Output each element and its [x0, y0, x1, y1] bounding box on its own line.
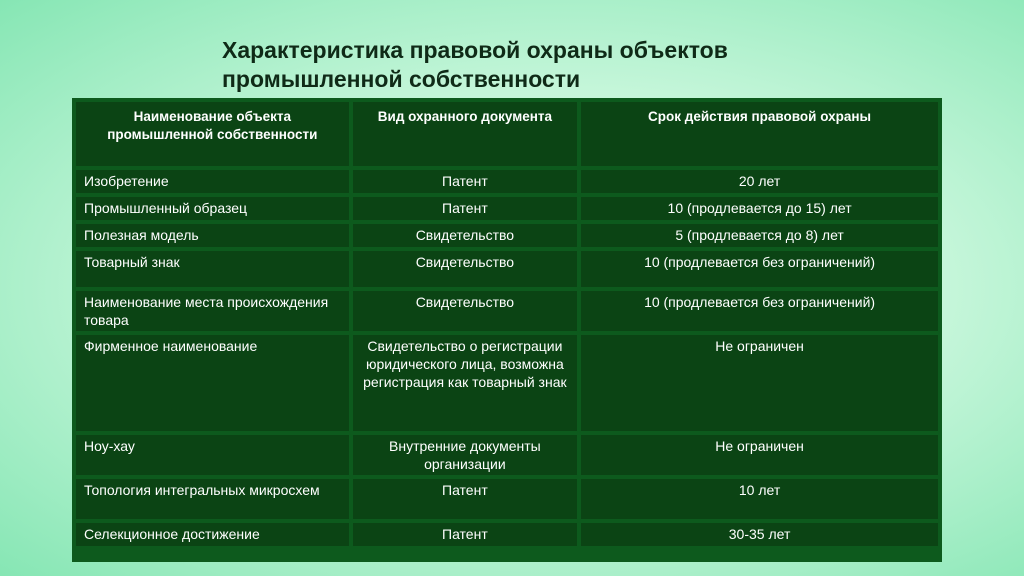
cell-document: Свидетельство о регистрации юридического лица, возможна регистрация как товарный знак [353, 335, 578, 431]
cell-object: Изобретение [76, 170, 349, 193]
table-row [76, 251, 938, 287]
cell-term: 10 (продлевается до 15) лет [581, 197, 938, 220]
cell-term: 30-35 лет [581, 523, 938, 546]
cell-term: Не ограничен [581, 435, 938, 475]
table-row [76, 170, 938, 193]
cell-object: Топология интегральных микросхем [76, 479, 349, 519]
cell-object: Фирменное наименование [76, 335, 349, 431]
cell-term: 20 лет [581, 170, 938, 193]
table-row [76, 523, 938, 546]
cell-object: Селекционное достижение [76, 523, 349, 546]
header-document-type: Вид охранного документа [353, 102, 578, 166]
cell-document: Внутренние документы организации [353, 435, 578, 475]
cell-object: Полезная модель [76, 224, 349, 247]
slide-title-line-2: промышленной собственности [222, 66, 581, 92]
table-row [76, 435, 938, 475]
cell-term: 10 (продлевается без ограничений) [581, 291, 938, 331]
cell-object: Товарный знак [76, 251, 349, 287]
cell-document: Патент [353, 479, 578, 519]
slide-title [222, 36, 728, 94]
cell-document: Свидетельство [353, 224, 578, 247]
table-row [76, 224, 938, 247]
cell-term: Не ограничен [581, 335, 938, 431]
table-row [76, 335, 938, 431]
cell-document: Свидетельство [353, 291, 578, 331]
cell-object: Наименование места происхождения товара [76, 291, 349, 331]
cell-term: 10 (продлевается без ограничений) [581, 251, 938, 287]
table-header-row [76, 102, 938, 166]
cell-term: 10 лет [581, 479, 938, 519]
table-row [76, 291, 938, 331]
slide-title-line-1: Характеристика правовой охраны объектов [222, 37, 728, 63]
cell-term: 5 (продлевается до 8) лет [581, 224, 938, 247]
ip-protection-table [72, 98, 942, 562]
header-protection-term: Срок действия правовой охраны [581, 102, 938, 166]
cell-document: Патент [353, 197, 578, 220]
cell-document: Свидетельство [353, 251, 578, 287]
cell-object: Ноу-хау [76, 435, 349, 475]
cell-document: Патент [353, 523, 578, 546]
table-row [76, 479, 938, 519]
table-row [76, 197, 938, 220]
cell-object: Промышленный образец [76, 197, 349, 220]
header-object-name: Наименование объекта промышленной собственности [76, 102, 349, 166]
cell-document: Патент [353, 170, 578, 193]
